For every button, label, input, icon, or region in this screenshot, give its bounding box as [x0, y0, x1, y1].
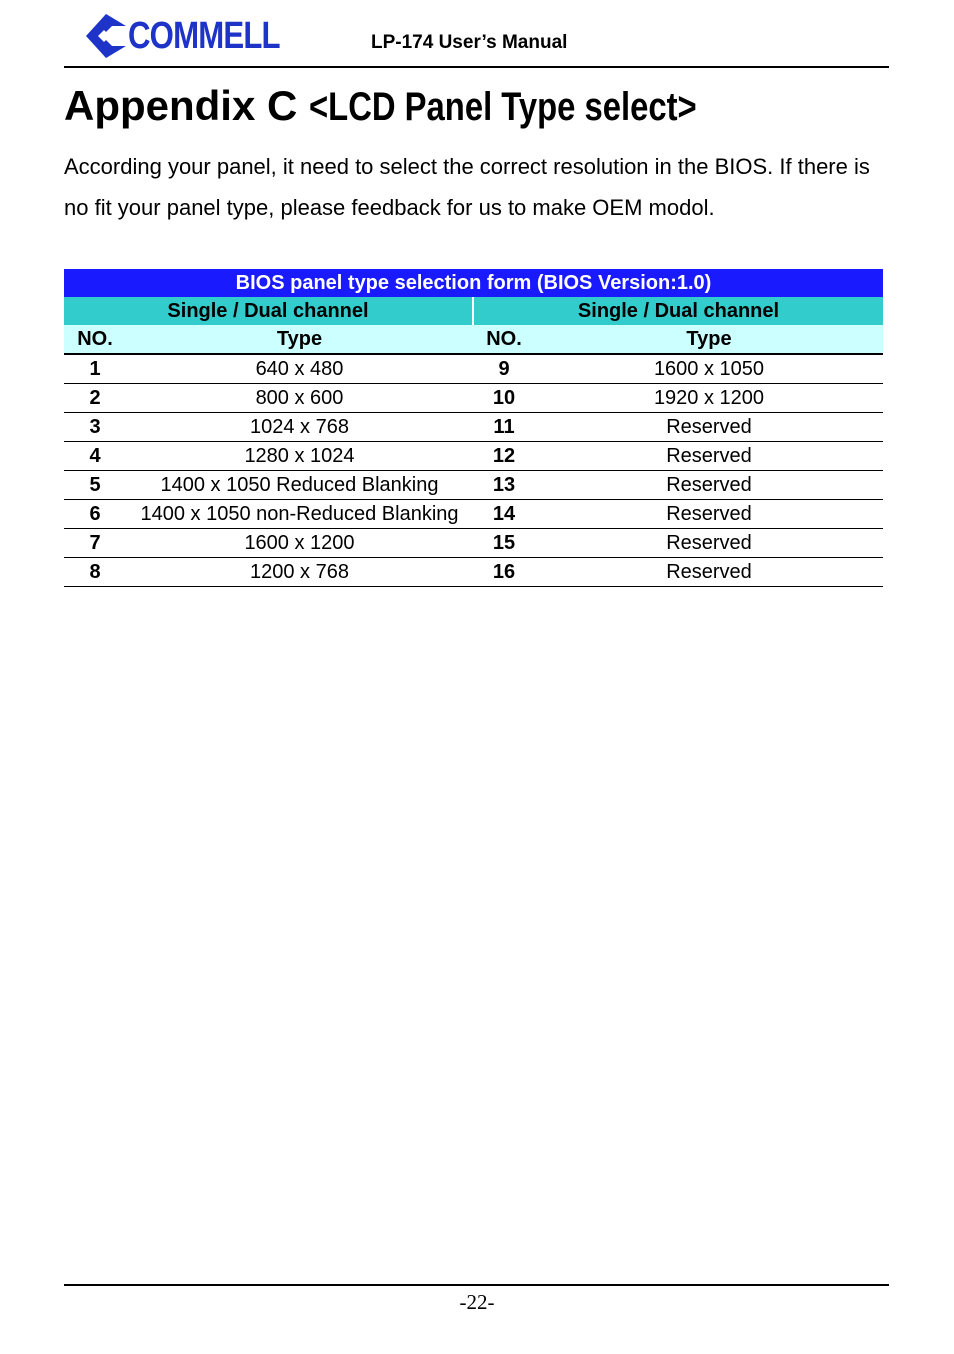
cell-no: 1	[64, 354, 126, 384]
cell-no: 13	[473, 471, 535, 500]
cell-type: 1280 x 1024	[126, 442, 473, 471]
table-row	[64, 354, 883, 384]
col-type-right: Type	[535, 325, 883, 354]
page-number: -22-	[459, 1290, 495, 1314]
cell-no: 9	[473, 354, 535, 384]
table-row	[64, 442, 883, 471]
cell-no: 15	[473, 529, 535, 558]
logo-text: COMMELL	[128, 15, 280, 57]
cell-no: 8	[64, 558, 126, 587]
group-left: Single / Dual channel	[64, 297, 473, 325]
cell-no: 5	[64, 471, 126, 500]
cell-type: 1920 x 1200	[535, 384, 883, 413]
col-no-right: NO.	[473, 325, 535, 354]
cell-no: 10	[473, 384, 535, 413]
cell-type: 640 x 480	[126, 354, 473, 384]
page-header	[64, 4, 889, 68]
manual-title: LP-174 User’s Manual	[371, 32, 568, 53]
group-right: Single / Dual channel	[473, 297, 883, 325]
cell-type: 800 x 600	[126, 384, 473, 413]
table-row	[64, 413, 883, 442]
cell-type: Reserved	[535, 471, 883, 500]
cell-type: 1200 x 768	[126, 558, 473, 587]
page-title	[64, 82, 782, 131]
commell-logo-icon	[82, 12, 130, 60]
table-title-row	[64, 269, 883, 297]
cell-no: 14	[473, 500, 535, 529]
col-type-left: Type	[126, 325, 473, 354]
table-row	[64, 471, 883, 500]
cell-type: 1600 x 1050	[535, 354, 883, 384]
table-header-row	[64, 325, 883, 354]
footer-divider	[64, 1284, 889, 1286]
cell-no: 4	[64, 442, 126, 471]
cell-type: Reserved	[535, 558, 883, 587]
cell-type: 1600 x 1200	[126, 529, 473, 558]
col-no-left: NO.	[64, 325, 126, 354]
table-title: BIOS panel type selection form (BIOS Version:1.0)	[64, 269, 883, 297]
cell-no: 3	[64, 413, 126, 442]
cell-no: 2	[64, 384, 126, 413]
appendix-label: Appendix C	[64, 82, 298, 129]
cell-no: 7	[64, 529, 126, 558]
cell-type: Reserved	[535, 442, 883, 471]
cell-type: 1400 x 1050 non-Reduced Blanking	[126, 500, 473, 529]
appendix-subtitle: <LCD Panel Type select>	[309, 85, 697, 129]
intro-paragraph: According your panel, it need to select the correct resolution in the BIOS. If there is no fit your panel type, please feedback for us to make OEM modol.	[64, 154, 870, 220]
cell-type: Reserved	[535, 413, 883, 442]
cell-no: 11	[473, 413, 535, 442]
panel-type-table	[64, 269, 883, 587]
cell-type: 1024 x 768	[126, 413, 473, 442]
cell-type: Reserved	[535, 500, 883, 529]
commell-logo	[82, 8, 302, 62]
table-row	[64, 384, 883, 413]
table-group-row	[64, 297, 883, 325]
table-row	[64, 500, 883, 529]
table-row	[64, 529, 883, 558]
cell-no: 6	[64, 500, 126, 529]
cell-no: 16	[473, 558, 535, 587]
table-row	[64, 558, 883, 587]
cell-no: 12	[473, 442, 535, 471]
cell-type: 1400 x 1050 Reduced Blanking	[126, 471, 473, 500]
cell-type: Reserved	[535, 529, 883, 558]
